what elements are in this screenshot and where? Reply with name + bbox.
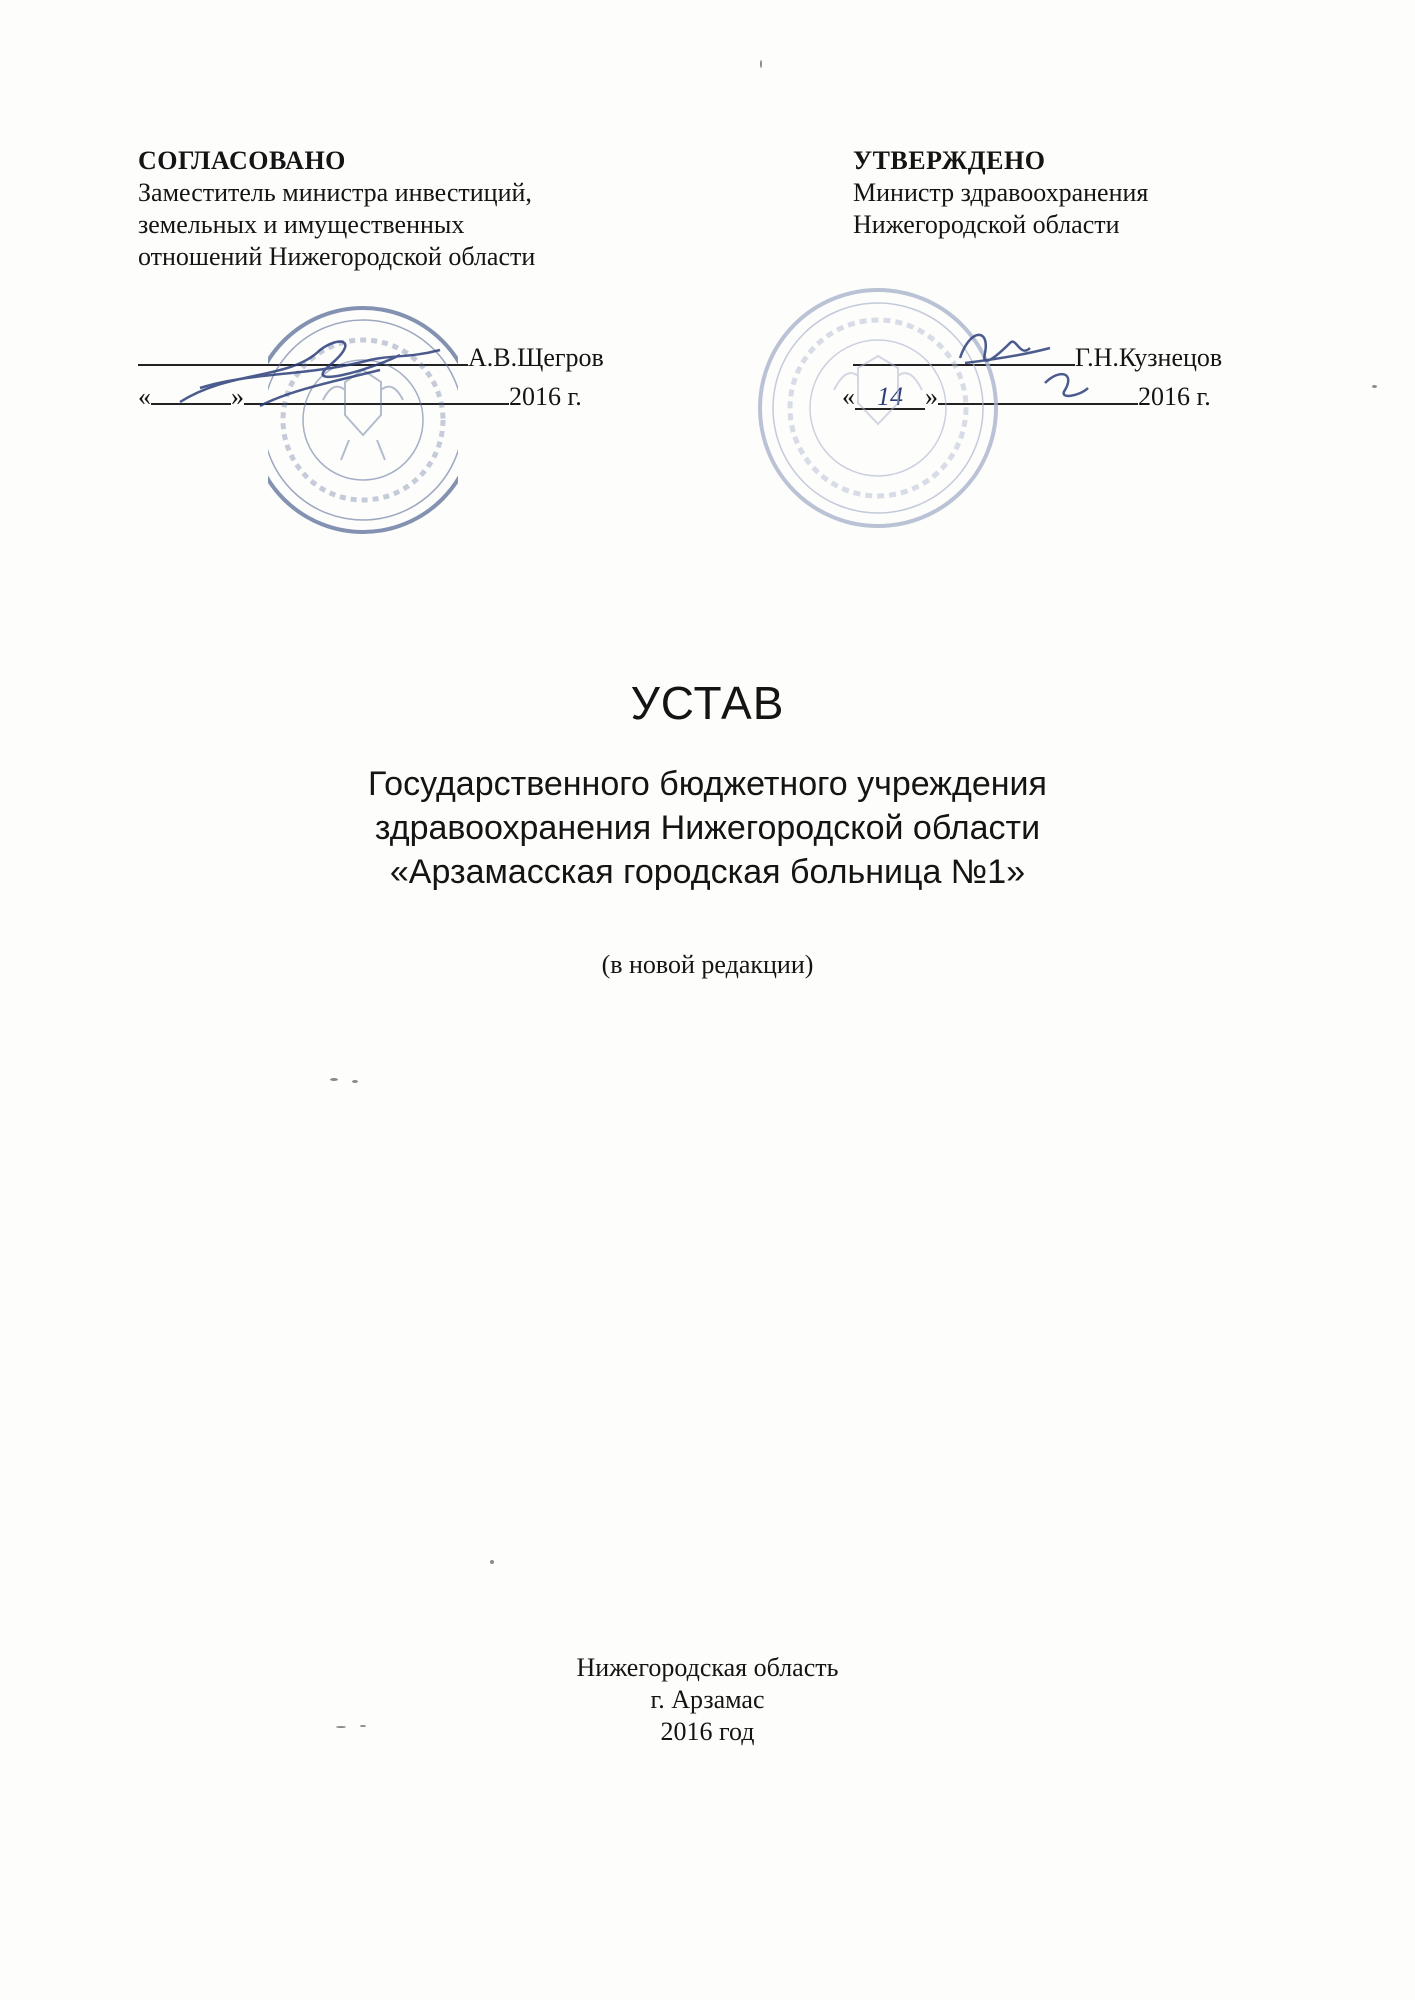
footer-city: г. Арзамас — [650, 1685, 765, 1714]
scan-speck — [360, 1725, 366, 1727]
document-title: УСТАВ — [630, 677, 785, 729]
organization-name — [0, 762, 1415, 894]
approved-date-year: 2016 г. — [1138, 382, 1211, 411]
footer-region: Нижегородская область — [576, 1653, 839, 1682]
right-official-seal — [748, 278, 1008, 538]
footer-year: 2016 год — [660, 1717, 755, 1746]
organization-line-3: «Арзамасская городская больница №1» — [389, 853, 1026, 891]
agreed-date-close-quote: » — [231, 382, 244, 411]
agreed-position-line-3: отношений Нижегородской области — [138, 242, 536, 271]
right-signature-scribble — [950, 318, 1090, 408]
agreed-signer-name: А.В.Щегров — [468, 343, 604, 372]
agreed-position-line-2: земельных и имущественных — [138, 210, 465, 239]
approved-date-day: 14 — [877, 382, 903, 411]
approved-date-close-quote: » — [925, 382, 938, 411]
document-footer — [0, 1652, 1415, 1748]
scan-speck — [490, 1560, 494, 1564]
scan-speck — [352, 1080, 358, 1083]
approval-block-approved — [853, 145, 1283, 241]
approved-date-open-quote: « — [842, 382, 855, 411]
agreed-heading: СОГЛАСОВАНО — [138, 146, 346, 175]
scan-speck — [760, 60, 762, 68]
scan-speck — [1372, 385, 1377, 388]
approval-block-agreed — [138, 145, 638, 273]
agreed-position-line-1: Заместитель министра инвестиций, — [138, 178, 532, 207]
left-signature-scribble — [140, 310, 460, 430]
agreed-date-year: 2016 г. — [509, 382, 582, 411]
organization-line-2: здравоохранения Нижегородской области — [374, 809, 1041, 847]
organization-line-1: Государственного бюджетного учреждения — [368, 765, 1047, 803]
approved-position-line-1: Министр здравоохранения — [853, 178, 1149, 207]
approved-position-line-2: Нижегородской области — [853, 210, 1120, 239]
approved-heading: УТВЕРЖДЕНО — [853, 146, 1046, 175]
edition-note: (в новой редакции) — [601, 950, 814, 979]
scan-speck — [330, 1078, 338, 1081]
agreed-date-open-quote: « — [138, 382, 151, 411]
approved-signer-name: Г.Н.Кузнецов — [1075, 343, 1223, 372]
scan-speck — [336, 1726, 346, 1728]
